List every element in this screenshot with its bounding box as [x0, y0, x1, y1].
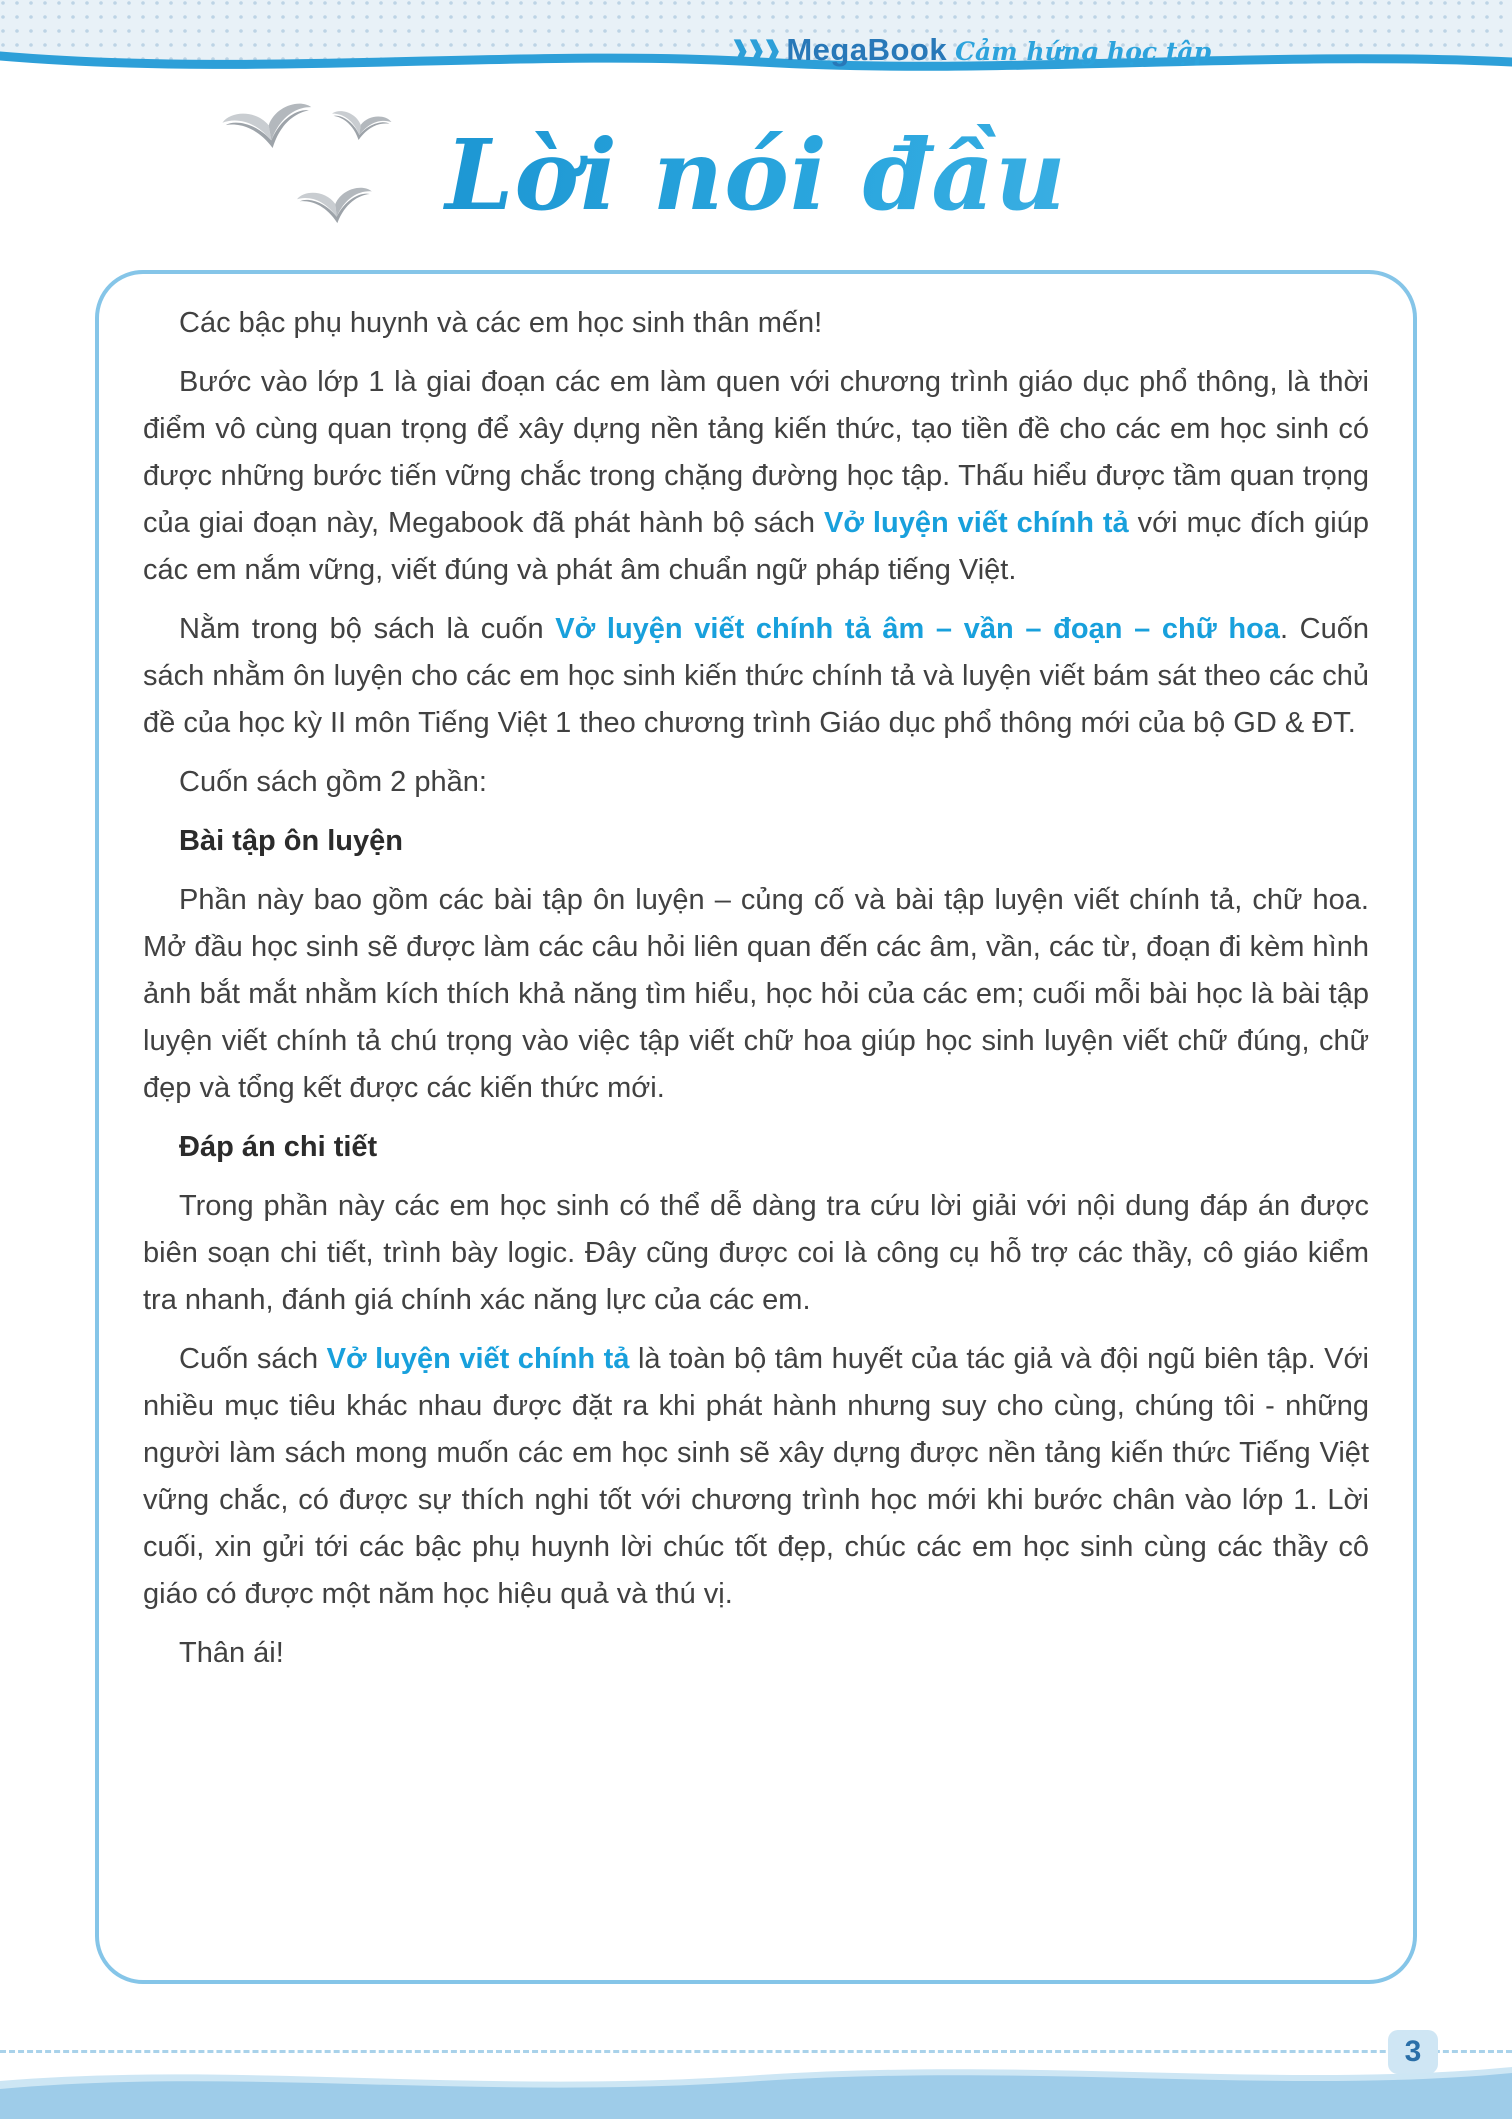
paragraph [143, 359, 1369, 594]
paragraph [143, 877, 1369, 1112]
paragraph [143, 300, 1369, 347]
text-segment: Bước vào lớp 1 là giai đoạn các em làm quen với chương trình giáo dục phổ thông, là thời điểm vô cùng quan trọng để xây dựng nền tảng kiến thức, tạo tiền đề cho các em học sinh có được những bước tiến vững chắc trong chặng đường học tập. Thấu hiểu được tầm quan trọng của giai đoạn này, Megabook đã phát hành bộ sách [143, 366, 1369, 539]
page-number: 3 [1404, 2035, 1422, 2068]
text-segment: là toàn bộ tâm huyết của tác giả và đội ngũ biên tập. Với nhiều mục tiêu khác nhau được đặt ra khi phát hành nhưng suy cho cùng, chúng tôi - những người làm sách mong muốn các em học sinh sẽ xây dựng được nền tảng kiến thức Tiếng Việt vững chắc, có được sự thích nghi tốt với chương trình học mới khi bước chân vào lớp 1. Lời cuối, xin gửi tới các bậc phụ huynh lời chúc tốt đẹp, chúc các em học sinh cùng các thầy cô giáo có được một năm học hiệu quả và thú vị. [143, 1343, 1369, 1610]
text-segment: Phần này bao gồm các bài tập ôn luyện – củng cố và bài tập luyện viết chính tả, chữ hoa. Mở đầu học sinh sẽ được làm các câu hỏi liên quan đến các âm, vần, các từ, đoạn đi kèm hình ảnh bắt mắt nhằm kích thích khả năng tìm hiểu, học hỏi của các em; cuối mỗi bài học là bài tập luyện viết chính tả chú trọng vào việc tập viết chữ hoa giúp học sinh luyện viết chữ đúng, chữ đẹp và tổng kết được các kiến thức mới. [143, 884, 1369, 1104]
text-segment: Cuốn sách [179, 1343, 327, 1375]
paragraph [143, 1336, 1369, 1618]
text-segment: Cuốn sách gồm 2 phần: [179, 766, 487, 798]
text-segment: Thân ái! [179, 1637, 284, 1669]
paragraph [143, 759, 1369, 806]
book-title-accent: Vở luyện viết chính tả âm – vần – đoạn – chữ hoa [555, 613, 1280, 645]
text-segment: Các bậc phụ huynh và các em học sinh thân mến! [179, 307, 823, 339]
section-heading [143, 818, 1369, 865]
brand-tagline: Cảm hứng học tập [955, 37, 1212, 66]
content-paragraphs [143, 300, 1369, 1677]
dashed-divider [0, 2050, 1512, 2053]
text-segment: Nằm trong bộ sách là cuốn [179, 613, 556, 645]
text-segment: . Cuốn sách nhằm ôn luyện cho các em học sinh kiến thức chính tả và luyện viết bám sát theo các chủ đề của học kỳ II môn Tiếng Việt 1 theo chương trình Giáo dục phổ thông mới của bộ GD & ĐT. [143, 613, 1369, 739]
chevrons-icon: ❱❱❱ [730, 37, 779, 64]
paragraph [143, 1630, 1369, 1677]
brand-logo [730, 32, 1211, 68]
text-segment: Đáp án chi tiết [179, 1131, 378, 1163]
paragraph [143, 1183, 1369, 1324]
page-title: Lời nói đầu [0, 118, 1512, 232]
footer-band [0, 2055, 1512, 2119]
book-title-accent: Vở luyện viết chính tả [823, 507, 1129, 539]
book-title-accent: Vở luyện viết chính tả [326, 1343, 630, 1375]
paragraph [143, 606, 1369, 747]
section-heading [143, 1124, 1369, 1171]
text-segment: Trong phần này các em học sinh có thể dễ dàng tra cứu lời giải với nội dung đáp án được biên soạn chi tiết, trình bày logic. Đây cũng được coi là công cụ hỗ trợ các thầy, cô giáo kiểm tra nhanh, đánh giá chính xác năng lực của các em. [143, 1190, 1369, 1316]
text-segment: Bài tập ôn luyện [179, 825, 403, 857]
brand-name: MegaBook [786, 32, 948, 67]
text-segment: với mục đích giúp các em nắm vững, viết đúng và phát âm chuẩn ngữ pháp tiếng Việt. [143, 507, 1369, 586]
content-box [95, 270, 1417, 1984]
